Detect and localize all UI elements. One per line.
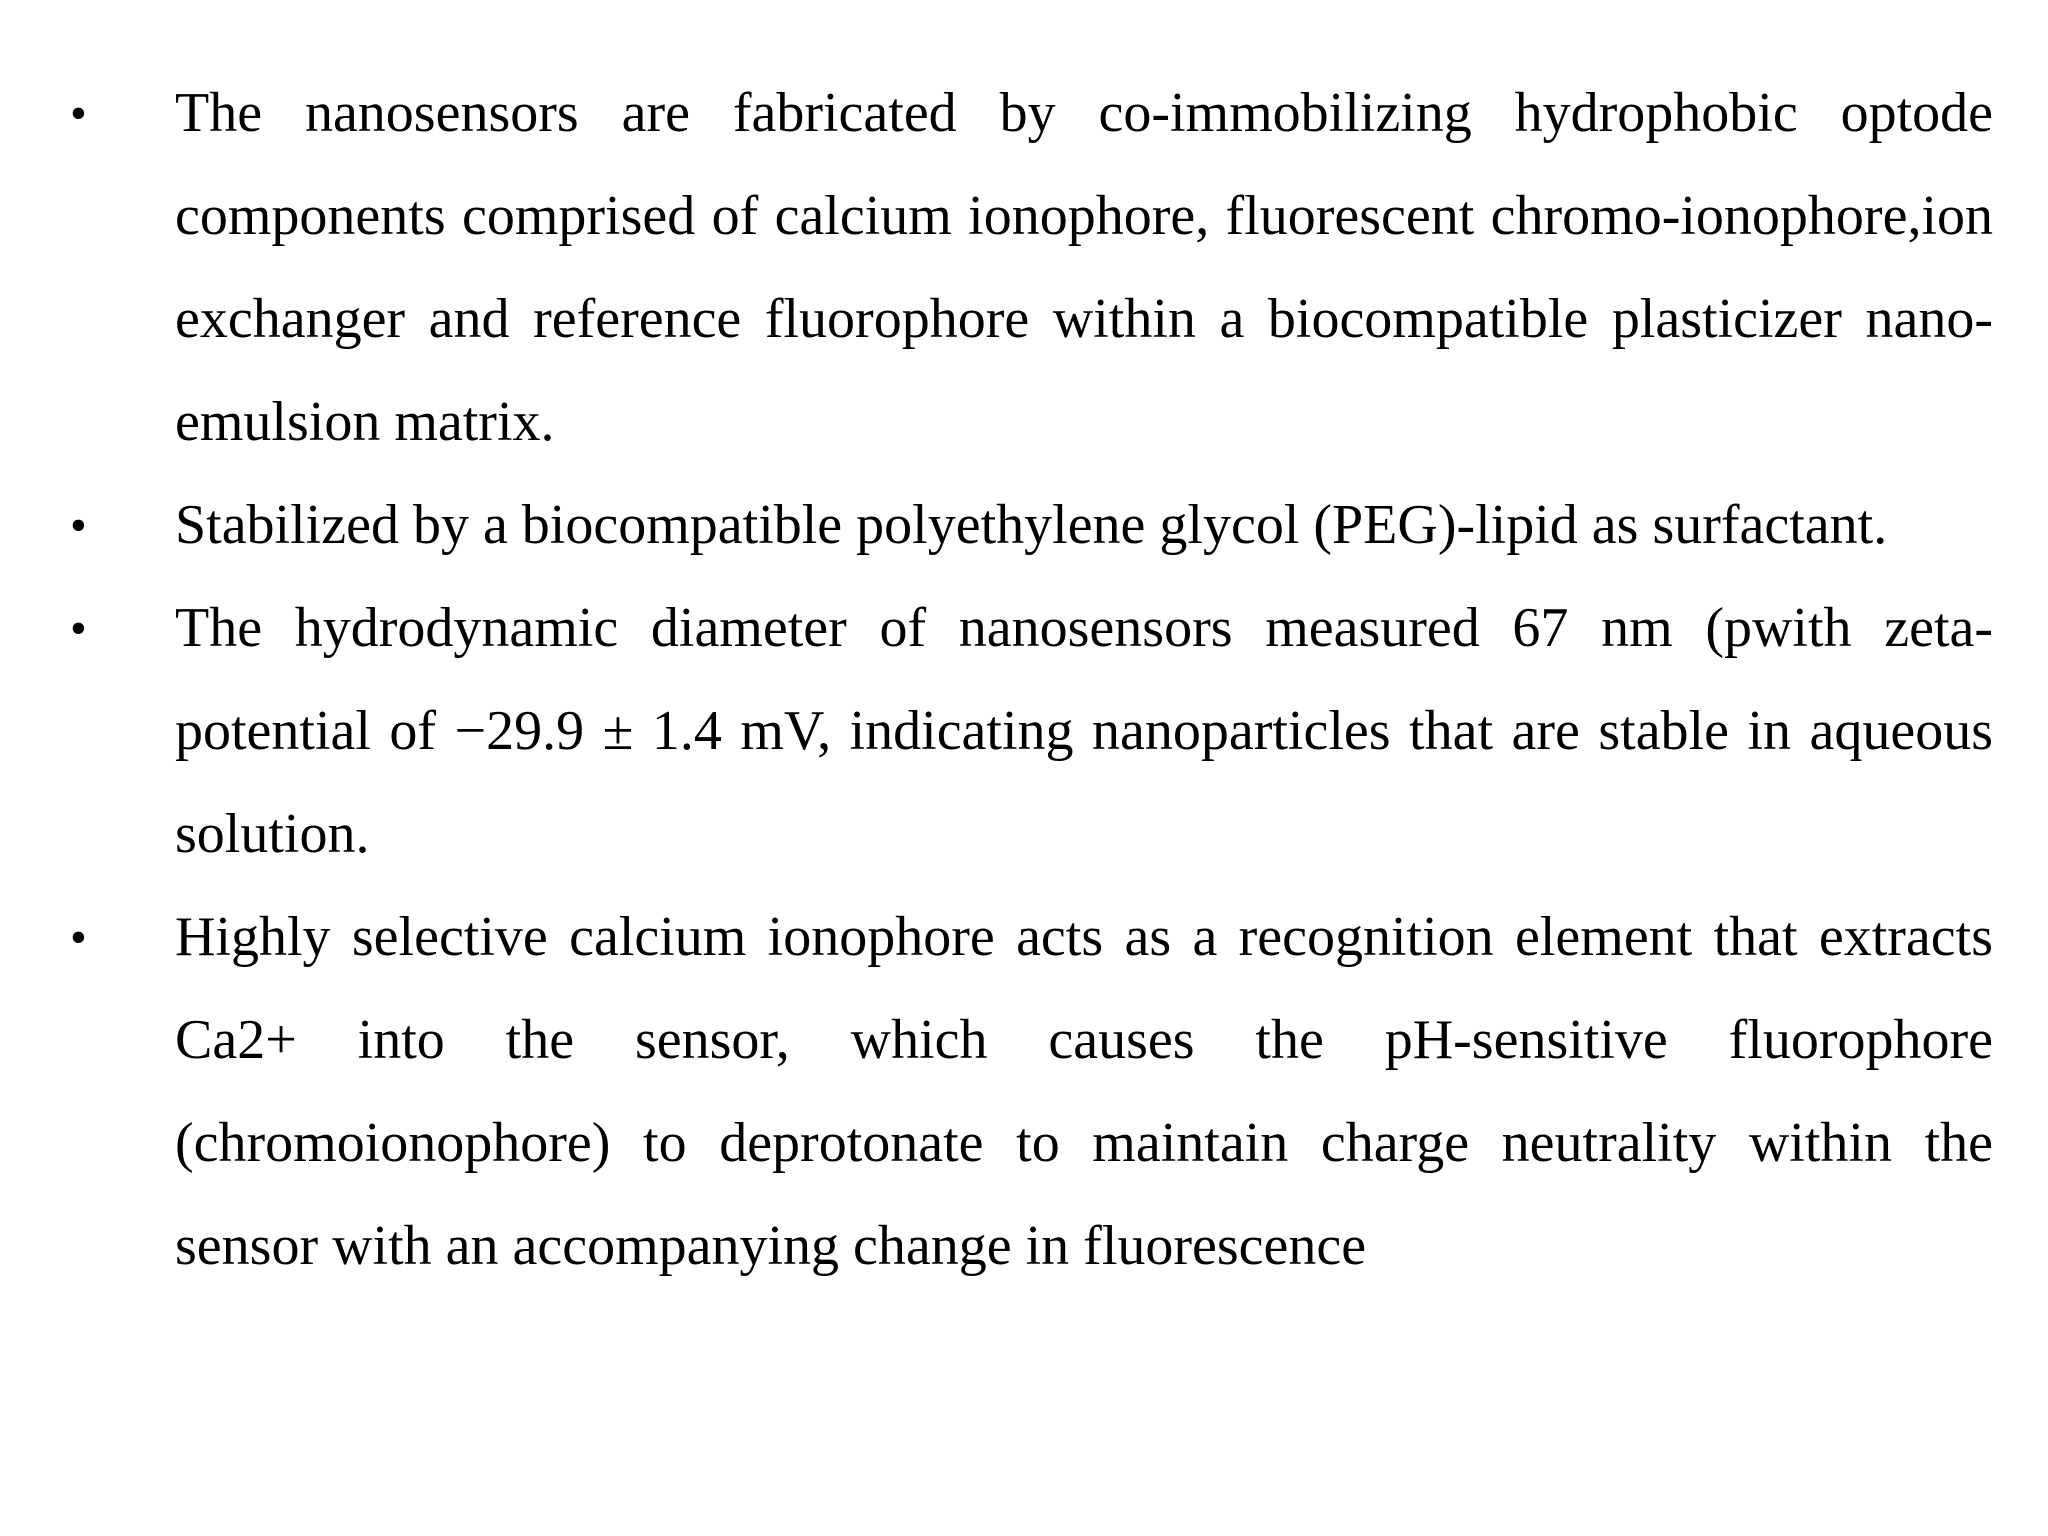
bullet-item-fabrication	[0, 62, 2048, 474]
bullet-icon: •	[70, 602, 87, 655]
bullet-text-diameter: The hydrodynamic diameter of nanosensors measured 67 nm (pwith zeta-potential of −29.9 ± 1.4 mV, indicating nanoparticles that are stable in aqueous solution.	[175, 597, 1993, 865]
bullet-icon: •	[70, 87, 87, 140]
bullet-icon: •	[70, 499, 87, 552]
bullet-item-ionophore	[0, 886, 2048, 1298]
bullet-text-fabrication: The nanosensors are fabricated by co-immobilizing hydrophobic optode components comprised of calcium ionophore, fluorescent chromo-ionophore,ion exchanger and reference fluorophore within a biocompatible plasticizer nano-emulsion matrix.	[175, 82, 1993, 453]
bullet-item-diameter	[0, 577, 2048, 886]
bullet-icon: •	[70, 911, 87, 964]
bullet-list	[0, 62, 2048, 1298]
bullet-text-ionophore: Highly selective calcium ionophore acts as a recognition element that extracts Ca2+ into the sensor, which causes the pH-sensitive fluorophore (chromoionophore) to deprotonate to maintain charge neutrality within the sensor with an accompanying change in fluorescence	[175, 906, 1993, 1277]
bullet-item-stabilization	[0, 474, 2048, 577]
bullet-text-stabilization: Stabilized by a biocompatible polyethylene glycol (PEG)-lipid as surfactant.	[175, 494, 1888, 556]
